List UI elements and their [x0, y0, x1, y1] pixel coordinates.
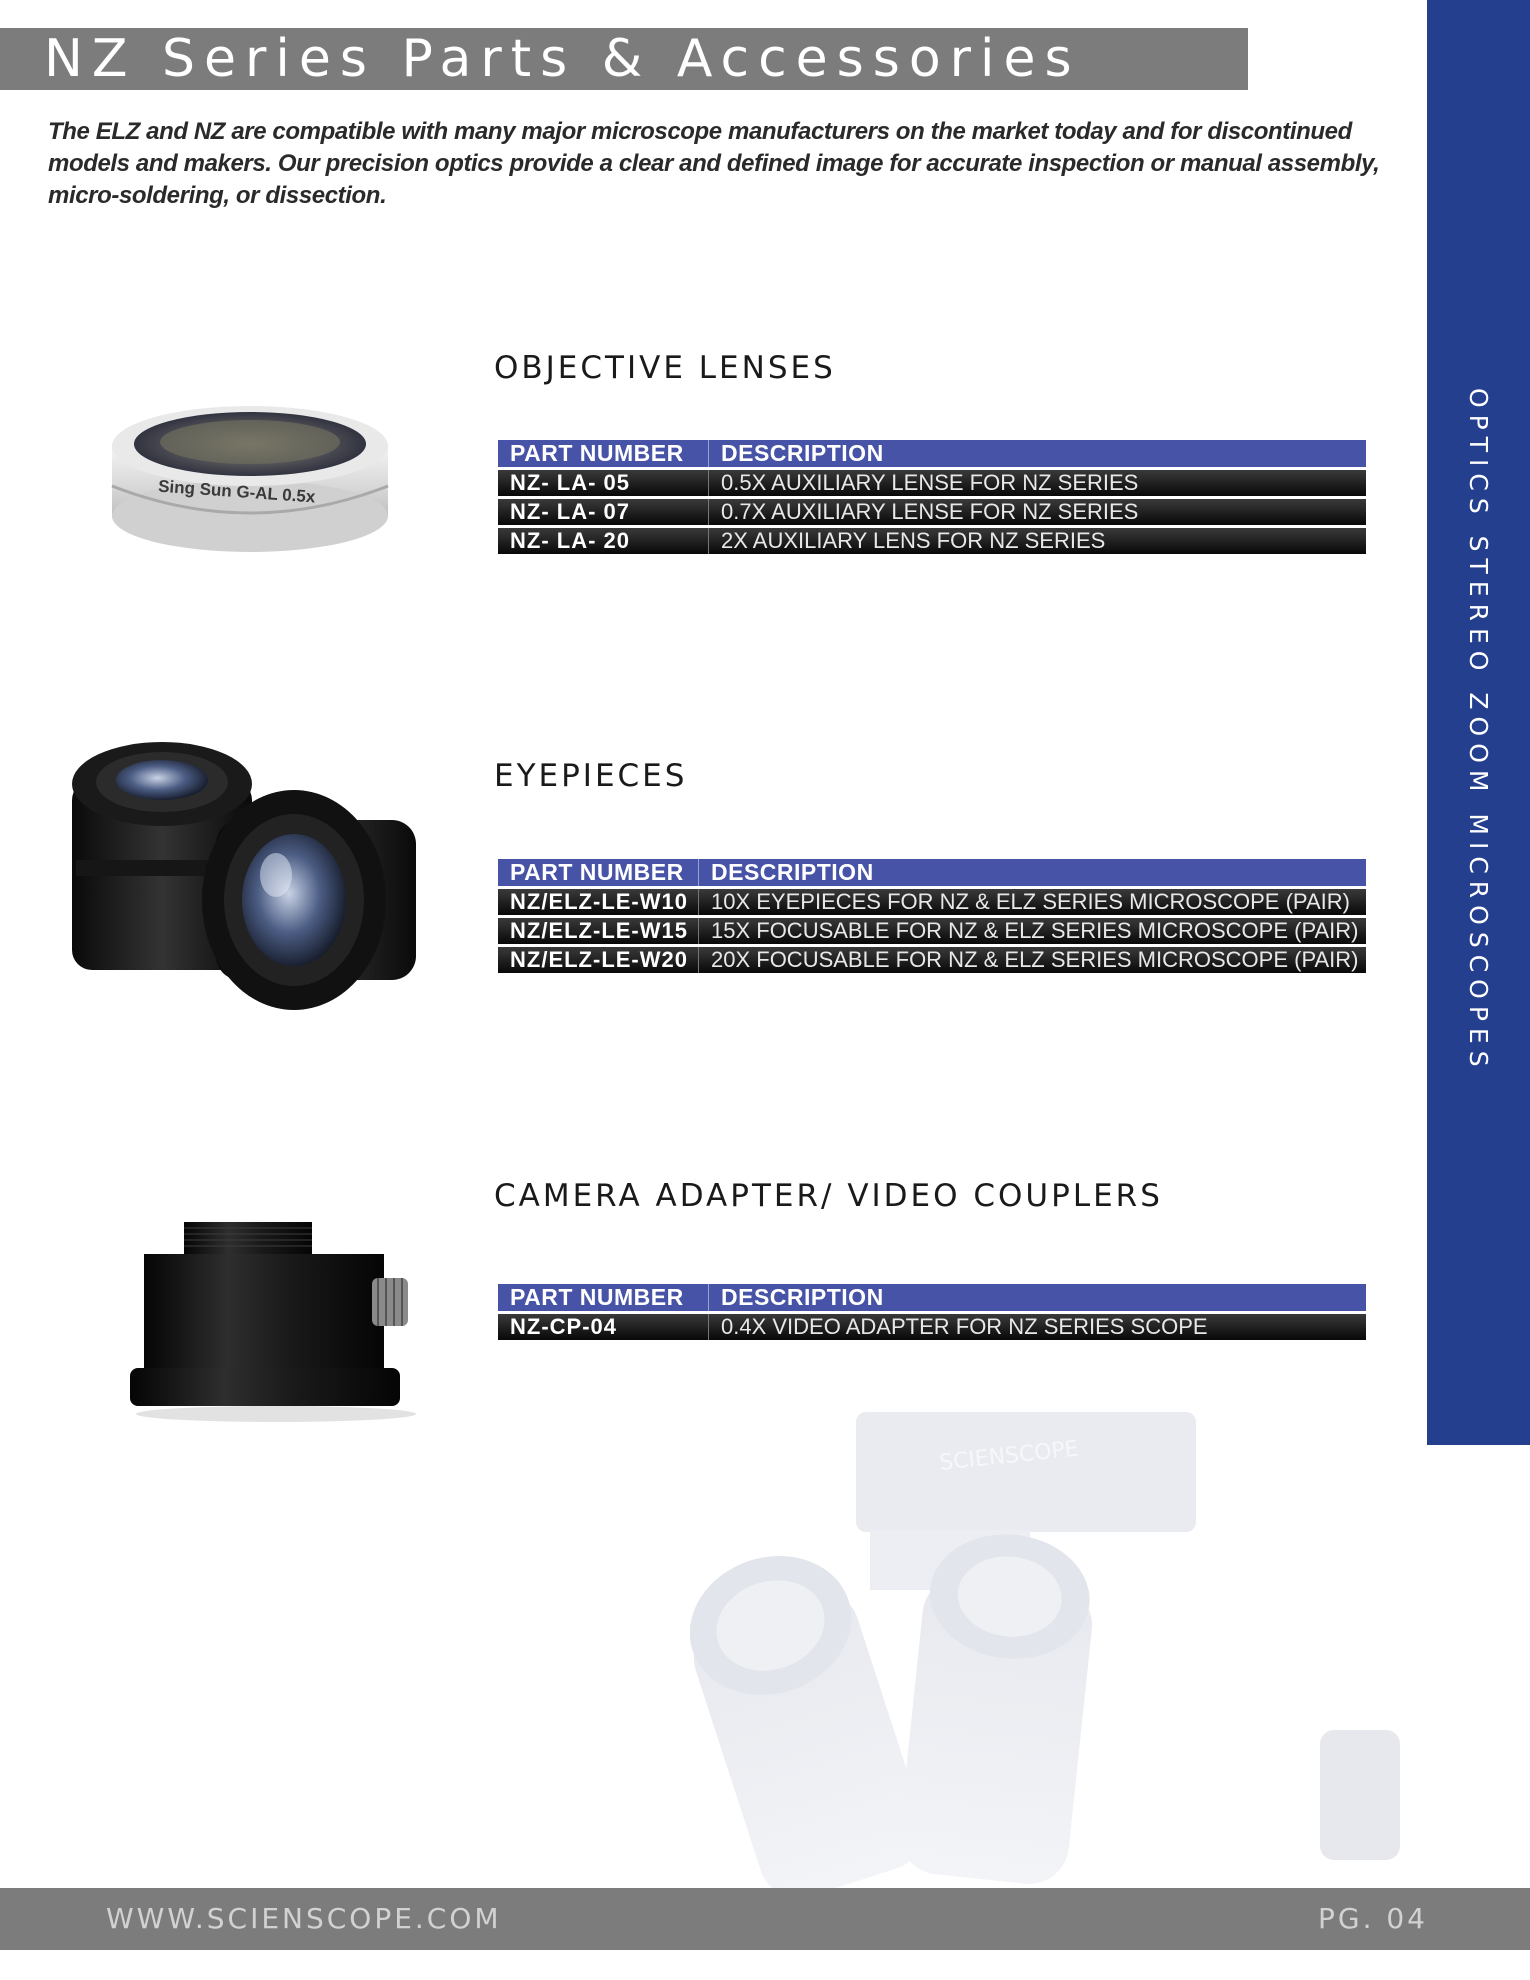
part-number-cell: NZ-CP-04: [498, 1314, 708, 1340]
camera-adapter-table: [498, 1281, 1366, 1343]
side-band-label: OPTICS STEREO ZOOM MICROSCOPES: [1464, 388, 1493, 1074]
section-heading-objective-lenses: OBJECTIVE LENSES: [494, 350, 836, 386]
footer-website-link[interactable]: WWW.SCIENSCOPE.COM: [106, 1902, 502, 1935]
part-number-cell: NZ- LA- 07: [498, 499, 708, 525]
eyepieces-table: [498, 856, 1366, 976]
table-row: [498, 528, 1366, 554]
watermark-camera-label: SCIENSCOPE: [938, 1436, 1080, 1476]
column-header-part-number: PART NUMBER: [498, 859, 698, 886]
table-row: [498, 470, 1366, 496]
lens-engraving: Sing Sun G-AL 0.5x: [157, 476, 316, 507]
description-cell: 0.5X AUXILIARY LENSE FOR NZ SERIES: [708, 470, 1366, 496]
table-header-row: [498, 1284, 1366, 1311]
watermark-camera-body: [856, 1412, 1196, 1532]
part-number-cell: NZ- LA- 05: [498, 470, 708, 496]
column-header-part-number: PART NUMBER: [498, 1284, 708, 1311]
intro-paragraph: The ELZ and NZ are compatible with many major microscope manufacturers on the market today and for discontinued models and makers. Our precision optics provide a clear and defined image for accurate inspection or manual assembly, micro-soldering, or dissection.: [48, 118, 1380, 209]
footer-bar: [0, 1888, 1530, 1950]
table-row: [498, 947, 1366, 973]
table-row: [498, 889, 1366, 915]
objective-lenses-table: [498, 437, 1366, 557]
side-band: [1427, 0, 1530, 1445]
table-row: [498, 918, 1366, 944]
title-bar: [0, 28, 1248, 90]
description-cell: 15X FOCUSABLE FOR NZ & ELZ SERIES MICROSCOPE (PAIR): [698, 918, 1366, 944]
section-heading-camera-adapter: CAMERA ADAPTER/ VIDEO COUPLERS: [494, 1178, 1163, 1214]
column-header-description: DESCRIPTION: [708, 1284, 1366, 1311]
microscope-watermark-image: [690, 1400, 1430, 1890]
table-row: [498, 1314, 1366, 1340]
column-header-description: DESCRIPTION: [698, 859, 1366, 886]
page-title: NZ Series Parts & Accessories: [44, 29, 1081, 89]
description-cell: 20X FOCUSABLE FOR NZ & ELZ SERIES MICROSCOPE (PAIR): [698, 947, 1366, 973]
table-header-row: [498, 440, 1366, 467]
column-header-description: DESCRIPTION: [708, 440, 1366, 467]
table-row: [498, 499, 1366, 525]
column-header-part-number: PART NUMBER: [498, 440, 708, 467]
section-heading-eyepieces: EYEPIECES: [494, 758, 688, 794]
description-cell: 10X EYEPIECES FOR NZ & ELZ SERIES MICROSCOPE (PAIR): [698, 889, 1366, 915]
part-number-cell: NZ/ELZ-LE-W20: [498, 947, 698, 973]
page-number: PG. 04: [1317, 1902, 1428, 1935]
description-cell: 2X AUXILIARY LENS FOR NZ SERIES: [708, 528, 1366, 554]
part-number-cell: NZ/ELZ-LE-W15: [498, 918, 698, 944]
eyepieces-image: [66, 740, 452, 1030]
part-number-cell: NZ- LA- 20: [498, 528, 708, 554]
description-cell: 0.4X VIDEO ADAPTER FOR NZ SERIES SCOPE: [708, 1314, 1366, 1340]
part-number-cell: NZ/ELZ-LE-W10: [498, 889, 698, 915]
description-cell: 0.7X AUXILIARY LENSE FOR NZ SERIES: [708, 499, 1366, 525]
table-header-row: [498, 859, 1366, 886]
camera-adapter-image: [126, 1218, 416, 1428]
objective-lens-image: [100, 398, 400, 560]
